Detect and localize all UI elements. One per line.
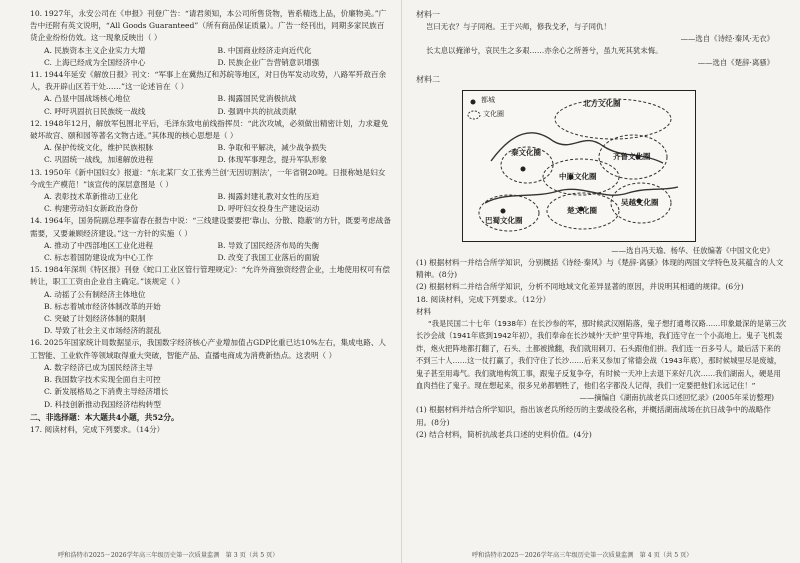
question-number: 10. xyxy=(30,9,43,18)
answer-option[interactable]: D. 改变了我国工业落后的面貌 xyxy=(217,253,320,263)
material-2-title: 材料二 xyxy=(416,75,440,84)
label-bashu: 巴蜀文化圈 xyxy=(485,216,523,225)
answer-option[interactable]: B. 争取和平解决，减少战争损失 xyxy=(217,143,327,153)
answer-option[interactable]: B. 标志着城市经济体制改革的开始 xyxy=(44,301,161,311)
label-zhongyuan: 中原文化圈 xyxy=(559,172,597,181)
answer-option[interactable]: A. 凸显中国战场核心地位 xyxy=(44,94,131,104)
poem-lisao: 长太息以掩涕兮，哀民生之多艰……亦余心之所善兮，虽九死其犹未悔。 xyxy=(426,46,663,55)
question-stem: 1964年，国务院副总理李富春在报告中说：“三线建设要要把‘靠山、分散、隐蔽’的方针，既要考虑战备需要，又要兼顾经济建设。”这一方针的实施（ ） xyxy=(30,216,391,238)
material-1-title: 材料一 xyxy=(416,10,440,19)
option-grid xyxy=(30,93,391,117)
culture-circle-map xyxy=(462,90,696,242)
page-footer-left: 呼和浩特市2025－2026学年高三年级历史第一次质量监测 第 3 页（共 5 页） xyxy=(58,552,279,559)
source-wuyi: ——选自《诗经·秦风·无衣》 xyxy=(680,34,774,43)
answer-option[interactable]: B. 导致了国民经济布局的失衡 xyxy=(217,240,320,250)
answer-option[interactable]: A. 民族资本主义企业实力大增 xyxy=(44,45,146,55)
section-title: 二、非选择题：本大题共4小题，共52分。 xyxy=(30,412,179,422)
option-grid xyxy=(30,289,391,338)
legend-city: 都城 xyxy=(481,96,495,104)
answer-option[interactable]: D. 科技创新推动我国经济结构转型 xyxy=(44,399,161,409)
answer-option[interactable]: B. 揭露封建礼教对女性的压迫 xyxy=(217,192,320,202)
question-line xyxy=(30,8,391,45)
question-17-title: 17. 阅读材料，完成下列要求。（14分） xyxy=(30,424,165,434)
answer-option[interactable]: A. 表彰技术革新推动工业化 xyxy=(44,192,138,202)
source-lisao: ——选自《楚辞·离骚》 xyxy=(697,58,774,67)
question-item xyxy=(30,215,391,264)
question-line xyxy=(30,337,391,361)
label-qilu: 齐鲁文化圈 xyxy=(613,152,651,161)
answer-option[interactable]: A. 推动了中西部地区工业化进程 xyxy=(44,240,154,250)
question-line xyxy=(30,69,391,93)
capital-marker xyxy=(521,167,526,172)
question-item xyxy=(30,264,391,337)
label-north: 北方文化圈 xyxy=(583,99,621,108)
source-quote: ——摘编自《湖南抗战老兵口述回忆录》(2005年采访整理) xyxy=(579,393,774,403)
question-stem: 1948年12月，解放军包围北平后，毛泽东致电前线指挥员：“此次攻城，必须做出精密计划，力求避免破坏故宫、颐和园等著名文物古迹。”其体现的核心思想是（ ） xyxy=(30,118,389,141)
answer-option[interactable]: A. 动摇了公有制经济主体地位 xyxy=(44,289,146,299)
question-number: 15. xyxy=(30,265,43,275)
question-line xyxy=(30,118,391,142)
answer-option[interactable]: C. 标志着国防建设成为中心工作 xyxy=(44,253,154,263)
option-grid xyxy=(30,191,391,215)
answer-option[interactable]: C. 上海已经成为全国经济中心 xyxy=(44,57,146,67)
question-list xyxy=(30,8,391,411)
question-item xyxy=(30,118,391,167)
page-4 xyxy=(402,0,800,563)
legend-culture-symbol xyxy=(468,111,480,119)
answer-option[interactable]: D. 体现军事理念，提升军队形象 xyxy=(217,155,327,165)
answer-option[interactable]: C. 巩固统一战线，加速解放进程 xyxy=(44,155,154,165)
option-grid xyxy=(30,362,391,411)
label-wuyue: 吴越文化圈 xyxy=(621,198,659,207)
answer-option[interactable]: D. 导致了社会主义市场经济的混乱 xyxy=(44,326,161,336)
answer-option[interactable]: D. 民族企业广告营销意识增强 xyxy=(217,57,320,67)
requirement-18-1: (1) 根据材料并结合所学知识，指出该老兵所经历的主要战役名称，并概括湖南战场在抗日战争中的战略作用。(8分) xyxy=(416,405,771,427)
question-stem: 2025年国家统计局数据显示，我国数字经济核心产业增加值占GDP比重已达10%左右，集成电路、人工智能、工业软件等领域取得重大突破，智能产品、直播电商成为消费新热点。这表明（ ） xyxy=(30,338,387,360)
question-number: 12. xyxy=(30,118,43,128)
source-map: ——选自冯天瑜、杨华、任放编著《中国文化史》 xyxy=(611,246,774,255)
veteran-quote: “我是民国二十七年（1938年）在长沙参的军，那时候武汉刚陷落，鬼子想打通粤汉路……印象最深的是第三次长沙会战（1941年底到1942年初），我们奉命在长沙城外‘天炉’里守阵地，我们连守在一个小高地上。鬼子飞机轰炸，炮火把阵地都打翻了，石头、土都被掀翻，我们就用刺刀、石头跟他们拼。我们连一百多号人，最后活下来的不到三十人……这一仗打赢了，我们守住了长沙……后来又参加了常德会战（1943年底），那时候城里尽是废墟，鬼子甚至用毒气。我们就地构筑工事，跟鬼子反复争夺，有时候一天冲上去退下来好几次……我们湖南人，硬是用血肉挡住了鬼子。现在想起来，很多兄弟都牺牲了，他们名字都没人记得，我们一定要把他们永远记住！” xyxy=(416,319,787,391)
label-chu: 楚文化圈 xyxy=(567,206,597,215)
answer-option[interactable]: D. 呼吁妇女投身生产建设运动 xyxy=(217,204,320,214)
question-item xyxy=(30,167,391,216)
answer-option[interactable]: B. 中国商业经济走向近代化 xyxy=(217,45,312,55)
option-grid xyxy=(30,45,391,69)
requirement-18-2: (2) 结合材料，简析抗战老兵口述的史料价值。(4分) xyxy=(416,429,592,439)
question-stem: 1950年《新中国妇女》报道：“东北某厂女工张秀兰创‘无因切割法’，一年省钢20吨。日报称她是妇女今成生产模范！”该宣传的深层意图是（ ） xyxy=(30,167,386,189)
question-stem: 1927年，永安公司在《申报》刊登广告：“请君须知，本公司所售货物，皆系精选上品，价廉物美。”广告中还附有英文说明，“All Goods Guaranteed”（所有商品保证质量）。广告一经刊出，同期多家民族百货企业纷纷仿效。这一现象反映出（ ） xyxy=(30,9,387,43)
capital-marker xyxy=(501,209,506,214)
answer-option[interactable]: B. 揭露国民党消极抗战 xyxy=(217,94,297,104)
question-number: 13. xyxy=(30,167,43,177)
legend-culture: 文化圈 xyxy=(483,110,504,118)
answer-option[interactable]: C. 新发展格局之下消费主导经济增长 xyxy=(44,387,169,397)
option-grid xyxy=(30,142,391,166)
page-footer-right: 呼和浩特市2025－2026学年高三年级历史第一次质量监测 第 4 页（共 5 页） xyxy=(472,552,693,559)
option-grid xyxy=(30,240,391,264)
answer-option[interactable]: C. 呼吁巩固抗日民族统一战线 xyxy=(44,106,146,116)
question-18-title: 18. 阅读材料，完成下列要求。（12分） xyxy=(416,294,551,304)
material-label: 材料 xyxy=(416,306,432,316)
answer-option[interactable]: C. 构建劳动妇女新政治身份 xyxy=(44,204,138,214)
answer-option[interactable]: D. 强调中共的抗战贡献 xyxy=(217,106,297,116)
question-item xyxy=(30,8,391,69)
requirement-17-1: (1) 根据材料一并结合所学知识，分别概括《诗经·秦风》与《楚辞·离骚》体现的两国文学特色及其蕴含的人文精神。(8分) xyxy=(416,258,784,280)
question-line xyxy=(30,215,391,239)
question-stem: 1984年深圳《特区报》刊登《蛇口工业区管行管理规定》：“允许外商独资经营企业，土地使用权可有偿转让，职工工资由企业自主确定。”该规定（ ） xyxy=(30,265,390,287)
answer-option[interactable]: B. 我国数字技术实现全面自主可控 xyxy=(44,375,161,385)
answer-option[interactable]: A. 数字经济已成为国民经济主导 xyxy=(44,362,154,372)
question-item xyxy=(30,69,391,118)
legend-city-symbol xyxy=(471,100,476,105)
question-number: 11. xyxy=(30,70,43,80)
requirement-17-2: (2) 根据材料二并结合所学知识，分析不同地域文化差异显著的原因，并说明其相通的规律。(6分) xyxy=(416,282,744,292)
poem-wuyi: 岂曰无衣？与子同袍。王于兴师，修我戈矛，与子同仇！ xyxy=(426,22,611,31)
question-line xyxy=(30,167,391,191)
question-stem: 1944年延安《解放日报》刊文：“军事上在冀热辽和苏皖等地区，对日伪军发动攻势，八路军歼敌百余人，我开辟山区若干处……”这一论述旨在（ ） xyxy=(30,70,387,92)
question-number: 14. xyxy=(30,216,43,226)
answer-option[interactable]: C. 突破了计划经济体制的限制 xyxy=(44,314,146,324)
label-qin: 秦文化圈 xyxy=(511,148,541,157)
question-line xyxy=(30,264,391,288)
question-number: 16. xyxy=(30,338,43,348)
answer-option[interactable]: A. 保护传统文化，维护民族根脉 xyxy=(44,143,154,153)
question-item xyxy=(30,337,391,410)
